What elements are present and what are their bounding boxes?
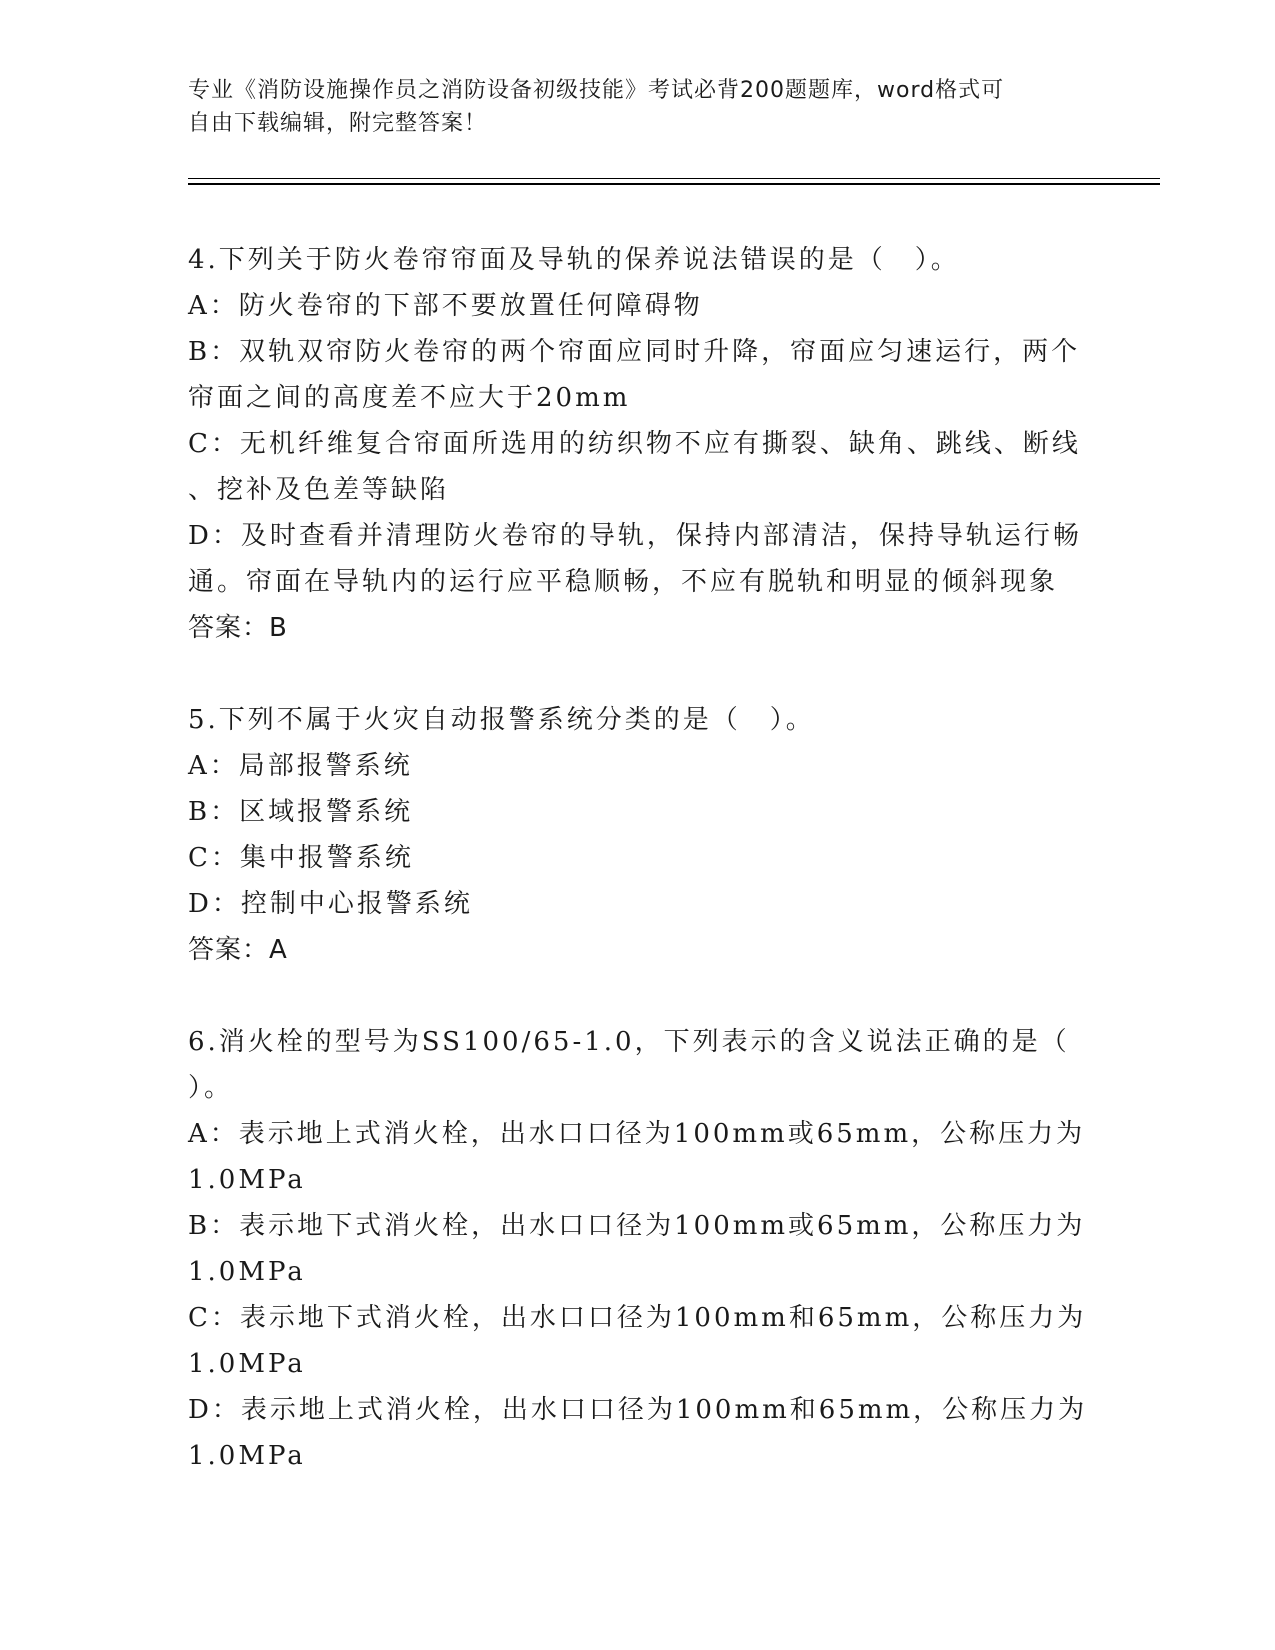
option-b: B：表示地下式消火栓，出水口口径为100mm或65mm，公称压力为 [188, 1211, 1086, 1241]
option-d: D：表示地上式消火栓，出水口口径为100mm和65mm，公称压力为 [188, 1395, 1088, 1425]
answer: 答案：B [188, 613, 288, 643]
question-6 [188, 1019, 1088, 1479]
option-b-continued: 1.0MPa [188, 1257, 306, 1287]
option-c: C：表示地下式消火栓，出水口口径为100mm和65mm，公称压力为 [188, 1303, 1087, 1333]
question-stem: 4.下列关于防火卷帘帘面及导轨的保养说法错误的是（ ）。 [188, 245, 960, 275]
document-header [188, 74, 1088, 140]
header-divider-top [188, 178, 1160, 179]
option-a: A：表示地上式消火栓，出水口口径为100mm或65mm，公称压力为 [188, 1119, 1086, 1149]
option-a-continued: 1.0MPa [188, 1165, 306, 1195]
question-stem: 5.下列不属于火灾自动报警系统分类的是（ ）。 [188, 705, 815, 735]
option-b: B：区域报警系统 [188, 797, 414, 827]
option-d: D：及时查看并清理防火卷帘的导轨，保持内部清洁，保持导轨运行畅 [188, 521, 1082, 551]
question-5 [188, 697, 1088, 973]
question-list [188, 237, 1088, 1525]
option-c: C：无机纤维复合帘面所选用的纺织物不应有撕裂、缺角、跳线、断线 [188, 429, 1081, 459]
header-divider-bottom [188, 183, 1160, 185]
option-d: D：控制中心报警系统 [188, 889, 473, 919]
option-c-continued: 1.0MPa [188, 1349, 306, 1379]
option-a: A：防火卷帘的下部不要放置任何障碍物 [188, 291, 703, 321]
option-a: A：局部报警系统 [188, 751, 413, 781]
header-line-1: 专业《消防设施操作员之消防设备初级技能》考试必背200题题库，word格式可 [188, 78, 1005, 103]
option-c: C：集中报警系统 [188, 843, 414, 873]
option-b: B：双轨双帘防火卷帘的两个帘面应同时升降，帘面应匀速运行，两个 [188, 337, 1081, 367]
question-stem-continued: ）。 [188, 1073, 234, 1103]
option-d-continued: 1.0MPa [188, 1441, 306, 1471]
option-d-continued: 通。帘面在导轨内的运行应平稳顺畅，不应有脱轨和明显的倾斜现象 [188, 567, 1059, 597]
option-b-continued: 帘面之间的高度差不应大于20mm [188, 383, 631, 413]
header-line-2: 自由下载编辑，附完整答案！ [188, 111, 488, 136]
answer: 答案：A [188, 935, 288, 965]
question-stem: 6.消火栓的型号为SS100/65-1.0，下列表示的含义说法正确的是（ [188, 1027, 1070, 1057]
option-c-continued: 、挖补及色差等缺陷 [188, 475, 450, 505]
question-4 [188, 237, 1088, 651]
